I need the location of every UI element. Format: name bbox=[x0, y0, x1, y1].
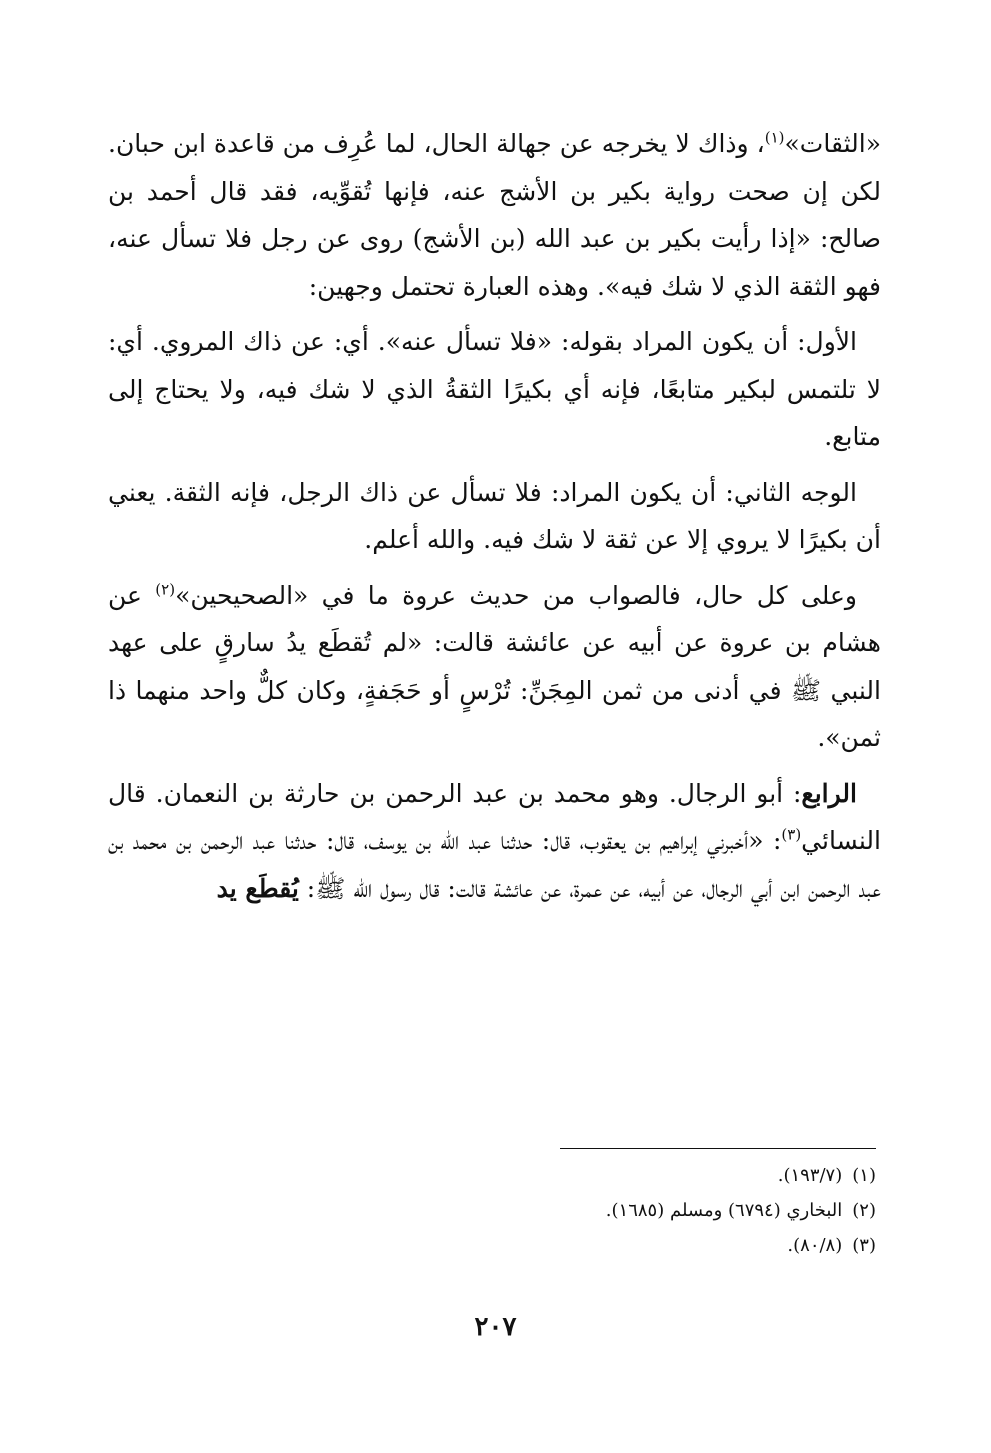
paragraph-5-lead: : أبو الرجال. وهو محمد بن عبد الرحمن بن حارثة بن النعمان. قال النسائي bbox=[108, 778, 881, 855]
footnote-1 bbox=[108, 1158, 876, 1193]
paragraph-2-text: الأول: أن يكون المراد بقوله: «فلا تسأل عنه». أي: عن ذاك المروي. أي: لا تلتمس لبكير متابعًا، فإنه أي بكيرًا الثقةُ الذي لا شك فيه، ولا يحتاج إلى متابع. bbox=[108, 327, 881, 451]
footnote-number-3: (٣) bbox=[852, 1235, 876, 1256]
footnote-ref-1[interactable]: (١) bbox=[764, 128, 785, 147]
paragraph-5-tail-bold: يُقطَع يد bbox=[216, 873, 299, 903]
footnote-text-1: (١٩٣/٧). bbox=[777, 1165, 843, 1186]
paragraph-5-lead-bold: الرابع bbox=[801, 778, 857, 808]
paragraph-1 bbox=[108, 120, 881, 310]
footnote-text-2: البخاري (٦٧٩٤) ومسلم (١٦٨٥). bbox=[605, 1200, 843, 1221]
main-text bbox=[108, 120, 881, 912]
paragraph-3-text: الوجه الثاني: أن يكون المراد: فلا تسأل عن ذاك الرجل، فإنه الثقة. يعني أن بكيرًا لا يروي إلا عن ثقة لا شك فيه. والله أعلم. bbox=[108, 477, 881, 554]
paragraph-4-text-end: عن هشام بن عروة عن أبيه عن عائشة قالت: «لم تُقطَع يدُ سارقٍ على عهد النبي ﷺ في أدنى من ثمن المِجَنِّ: تُرْسٍ أو حَجَفةٍ، وكان كلٌّ واحد منهما ذا ثمن». bbox=[108, 580, 881, 752]
paragraph-4 bbox=[108, 572, 881, 762]
footnote-separator bbox=[560, 1148, 876, 1149]
footnote-number-1: (١) bbox=[852, 1165, 876, 1186]
paragraph-2 bbox=[108, 318, 881, 461]
paragraph-3 bbox=[108, 469, 881, 564]
paragraph-5 bbox=[108, 770, 881, 913]
paragraph-5-text: : «أخبرني إبراهيم بن يعقوب، قال: حدثنا عبد الله بن يوسف، قال: حدثنا عبد الرحمن بن محمد بن عبد الرحمن ابن أبي الرجال، عن أبيه، عن عمرة، عن عائشة قالت: قال رسول الله ﷺ: bbox=[108, 826, 881, 903]
paragraph-4-text-start: وعلى كل حال، فالصواب من حديث عروة ما في «الصحيحين» bbox=[175, 580, 858, 610]
footnote-ref-2[interactable]: (٢) bbox=[155, 580, 176, 599]
footnote-3 bbox=[108, 1228, 876, 1263]
paragraph-1-text-end: ، وذاك لا يخرجه عن جهالة الحال، لما عُرِف من قاعدة ابن حبان. لكن إن صحت رواية بكير بن الأشج عنه، فإنها تُقوِّيه، فقد قال أحمد بن صالح: «إذا رأيت بكير بن عبد الله (بن الأشج) روى عن رجل فلا تسأل عنه، فهو الثقة الذي لا شك فيه». وهذه العبارة تحتمل وجهين: bbox=[108, 129, 881, 301]
footnote-text-3: (٨٠/٨). bbox=[787, 1235, 843, 1256]
footnotes bbox=[108, 1158, 876, 1263]
footnote-2 bbox=[108, 1193, 876, 1228]
page-number: ٢٠٧ bbox=[474, 1312, 517, 1342]
footnote-number-2: (٢) bbox=[852, 1200, 876, 1221]
paragraph-1-text-start: «الثقات» bbox=[784, 129, 881, 158]
footnote-ref-3[interactable]: (٣) bbox=[781, 825, 802, 844]
